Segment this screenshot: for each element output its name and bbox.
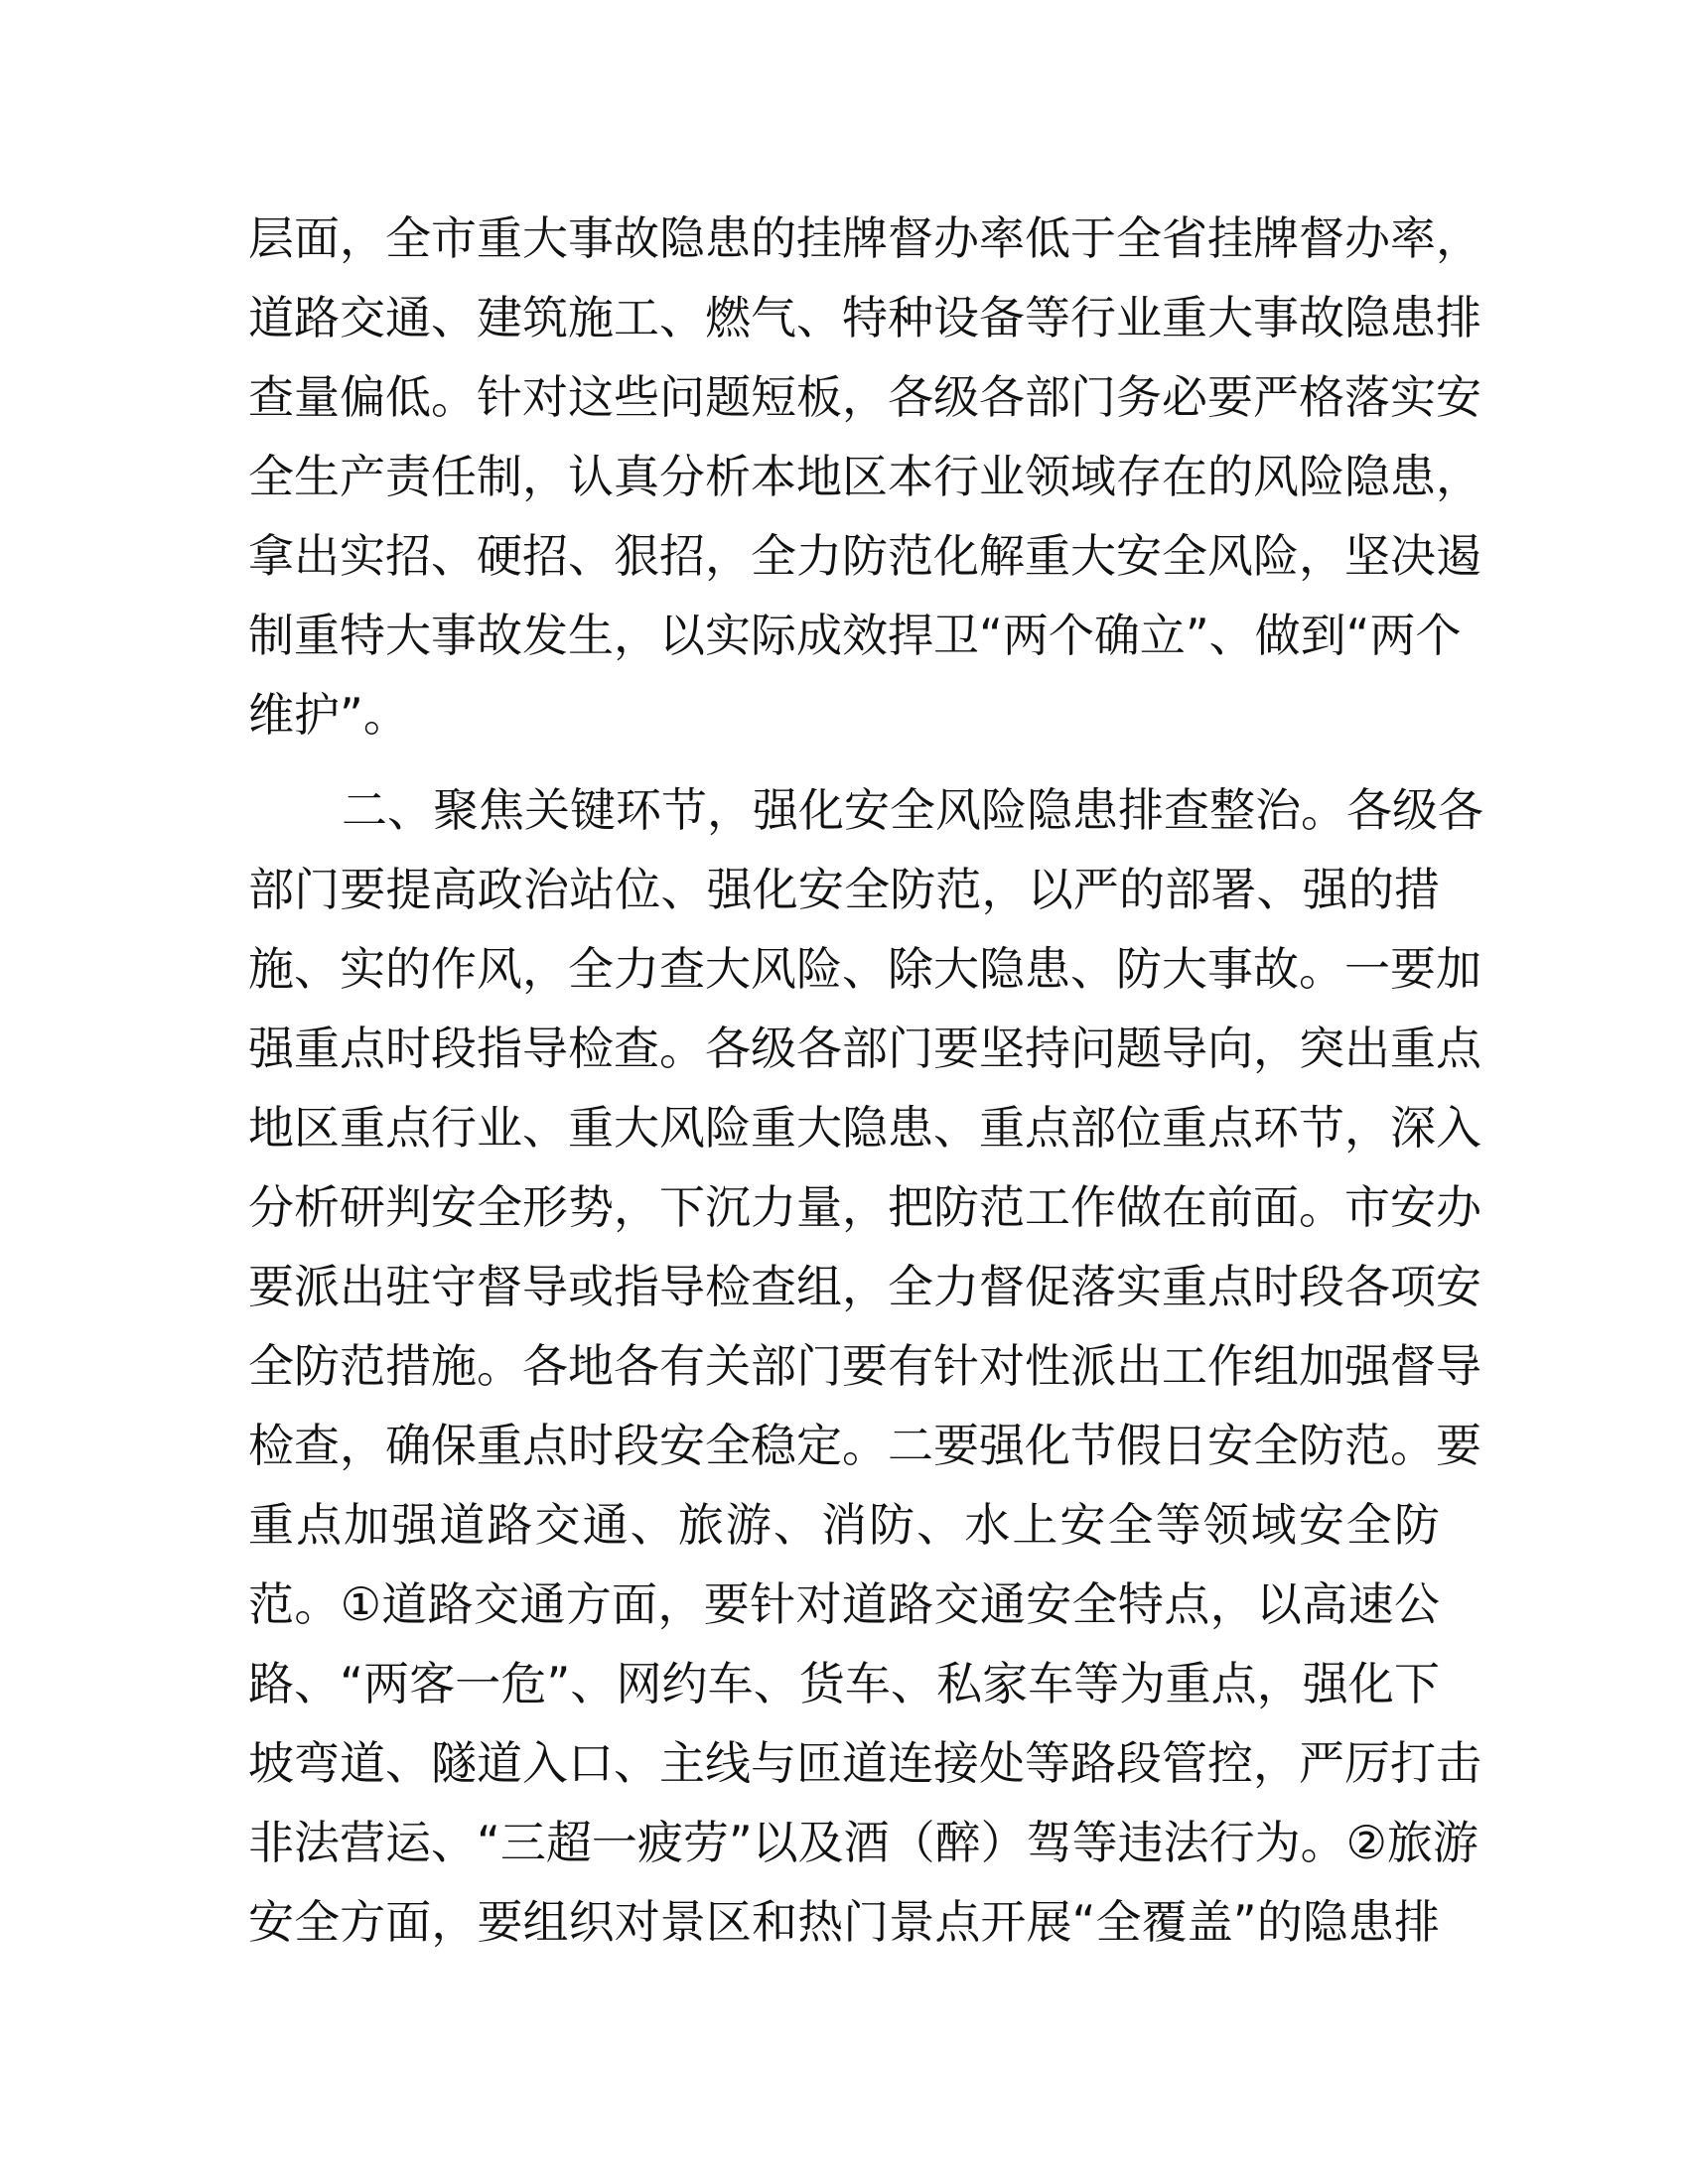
paragraph-line: 安全方面，要组织对景区和热门景点开展“全覆盖”的隐患排 — [248, 1895, 1440, 1949]
paragraph-line: 制重特大事故发生，以实际成效捍卫“两个确立”、做到“两个 — [248, 609, 1462, 662]
paragraph-line: 非法营运、“三超一疲劳”以及酒（醉）驾等违法行为。②旅游 — [248, 1816, 1478, 1869]
paragraph-line: 道路交通、建筑施工、燃气、特种设备等行业重大事故隐患排 — [248, 291, 1481, 344]
paragraph-line: 层面，全市重大事故隐患的挂牌督办率低于全省挂牌督办率， — [248, 211, 1481, 265]
paragraph-line: 全防范措施。各地各有关部门要有针对性派出工作组加强督导 — [248, 1339, 1481, 1393]
paragraph-line: 强重点时段指导检查。各级各部门要坚持问题导向，突出重点 — [248, 1022, 1481, 1075]
paragraph-line: 检查，确保重点时段安全稳定。二要强化节假日安全防范。要 — [248, 1419, 1481, 1472]
paragraph-line: 二、聚焦关键环节，强化安全风险隐患排查整治。各级各 — [342, 783, 1483, 837]
paragraph-line: 查量偏低。针对这些问题短板，各级各部门务必要严格落实安 — [248, 370, 1481, 424]
paragraph-line: 范。①道路交通方面，要针对道路交通安全特点，以高速公 — [248, 1577, 1440, 1631]
paragraph-line: 重点加强道路交通、旅游、消防、水上安全等领域安全防 — [248, 1498, 1440, 1552]
paragraph-line: 坡弯道、隧道入口、主线与匝道连接处等路段管控，严厉打击 — [248, 1736, 1481, 1790]
paragraph-line: 拿出实招、硬招、狠招，全力防范化解重大安全风险，坚决遏 — [248, 529, 1481, 583]
paragraph-line: 路、“两客一危”、网约车、货车、私家车等为重点，强化下 — [248, 1657, 1440, 1710]
paragraph-line: 分析研判安全形势，下沉力量，把防范工作做在前面。市安办 — [248, 1180, 1481, 1234]
paragraph-line: 地区重点行业、重大风险重大隐患、重点部位重点环节，深入 — [248, 1101, 1481, 1155]
body-text — [248, 199, 1483, 1962]
paragraph-line: 全生产责任制，认真分析本地区本行业领域存在的风险隐患， — [248, 450, 1481, 503]
paragraph-line: 要派出驻守督导或指导检查组，全力督促落实重点时段各项安 — [248, 1260, 1481, 1313]
paragraph-1 — [248, 199, 1481, 754]
paragraph-2 — [248, 770, 1483, 1962]
paragraph-line: 施、实的作风，全力查大风险、除大隐患、防大事故。一要加 — [248, 942, 1481, 996]
paragraph-spacer — [248, 754, 1440, 770]
paragraph-line: 维护”。 — [248, 688, 409, 742]
paragraph-line: 部门要提高政治站位、强化安全防范，以严的部署、强的措 — [248, 863, 1440, 916]
